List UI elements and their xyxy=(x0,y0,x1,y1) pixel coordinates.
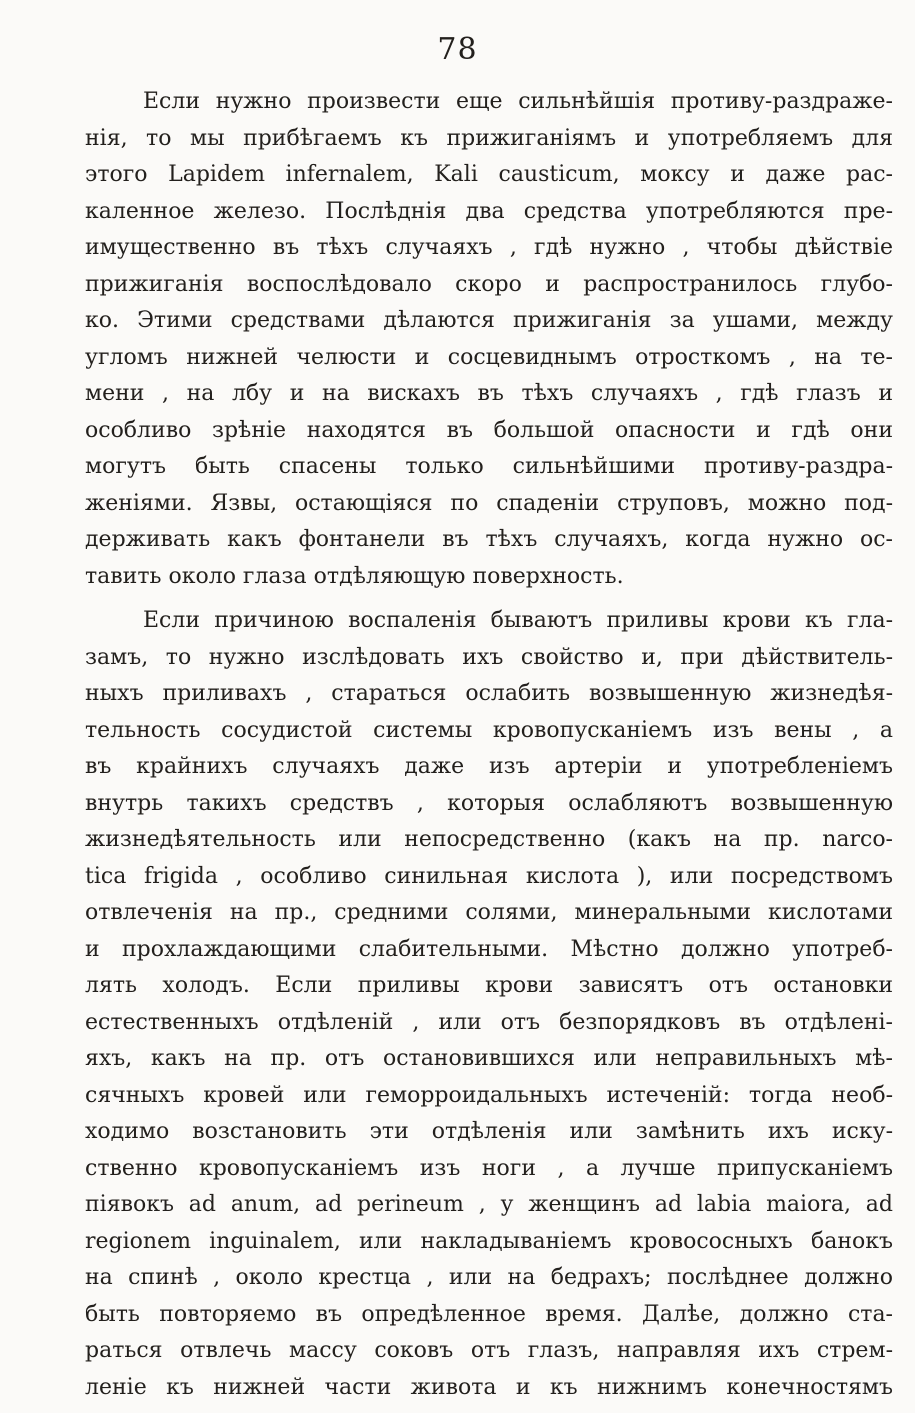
text-line: tica frigida , особливо синильная кислота ), или посредствомъ xyxy=(85,863,893,889)
text-line: сячныхъ кровей или геморроидальныхъ истеченій: тогда необ- xyxy=(85,1082,893,1108)
page-number: 78 xyxy=(437,32,478,67)
text-line: ныхъ приливахъ , стараться ослабить возвышенную жизнедѣя- xyxy=(85,681,893,706)
text-line: отвлеченія на пр., средними солями, минеральными кислотами xyxy=(85,900,893,925)
text-line: на спинѣ , около крестца , или на бедрахъ; послѣднее должно xyxy=(85,1265,893,1290)
paragraph-gap xyxy=(85,595,893,603)
text-line: ходимо возстановить эти отдѣленія или замѣнить ихъ иску- xyxy=(85,1119,893,1144)
text-line: прижиганія воспослѣдовало скоро и распространилось глубо- xyxy=(85,271,893,297)
text-line: имущественно въ тѣхъ случаяхъ , гдѣ нужно , чтобы дѣйствіе xyxy=(85,235,893,260)
text-line: ко. Этими средствами дѣлаются прижиганія за ушами, между xyxy=(85,308,893,333)
text-line: regionem inguinalem, или накладываніемъ кровососныхъ банокъ xyxy=(85,1228,893,1254)
text-line: мени , на лбу и на вискахъ въ тѣхъ случаяхъ , гдѣ глазъ и xyxy=(85,381,893,406)
text-line: въ крайнихъ случаяхъ даже изъ артеріи и употребленіемъ xyxy=(85,754,893,779)
text-line: каленное железо. Послѣднія два средства употребляются пре- xyxy=(85,198,893,224)
body-text xyxy=(85,84,893,1406)
paragraph xyxy=(85,603,893,1406)
text-line: тельность сосудистой системы кровопусканіемъ изъ вены , а xyxy=(85,717,893,743)
text-line: тавить около глаза отдѣляющую поверхность. xyxy=(85,563,624,589)
text-line: лять холодъ. Если приливы крови зависятъ отъ остановки xyxy=(85,973,893,998)
text-line: особливо зрѣніе находятся въ большой опасности и гдѣ они xyxy=(85,417,893,443)
text-line: жизнедѣятельность или непосредственно (какъ на пр. narco- xyxy=(85,827,893,852)
text-line: угломъ нижней челюсти и сосцевиднымъ отросткомъ , на те- xyxy=(85,344,893,370)
text-line: женіями. Язвы, остающіяся по спаденіи струповъ, можно под- xyxy=(85,490,893,516)
text-line: этого Lapidem infernalem, Kali causticum, моксу и даже рас- xyxy=(85,162,893,187)
text-line: леніе къ нижней части живота и къ нижнимъ конечностямъ xyxy=(85,1374,893,1400)
text-line: піявокъ ad anum, ad perineum , у женщинъ ad labia maiora, ad xyxy=(85,1192,893,1217)
text-line: внутрь такихъ средствъ , которыя ослабляютъ возвышенную xyxy=(85,790,893,816)
text-line: естественныхъ отдѣленій , или отъ безпорядковъ въ отдѣлені- xyxy=(85,1009,893,1035)
text-line: ственно кровопусканіемъ изъ ноги , а лучше припусканіемъ xyxy=(85,1155,893,1181)
text-line: держивать какъ фонтанели въ тѣхъ случаяхъ, когда нужно ос- xyxy=(85,527,893,552)
text-line: замъ, то нужно изслѣдовать ихъ свойство и, при дѣйствитель- xyxy=(85,644,893,670)
text-line: нія, то мы прибѣгаемъ къ прижиганіямъ и употребляемъ для xyxy=(85,125,893,151)
text-line: Если нужно произвести еще сильнѣйшія противу-раздраже- xyxy=(143,89,893,114)
text-line: Если причиною воспаленія бываютъ приливы крови къ гла- xyxy=(143,608,893,633)
text-line: раться отвлечь массу соковъ отъ глазъ, направляя ихъ стрем- xyxy=(85,1338,893,1363)
text-line: яхъ, какъ на пр. отъ остановившихся или неправильныхъ мѣ- xyxy=(85,1046,893,1071)
text-line: могутъ быть спасены только сильнѣйшими противу-раздра- xyxy=(85,454,893,479)
paragraph xyxy=(85,84,893,595)
text-line: и прохлаждающими слабительными. Мѣстно должно употреб- xyxy=(85,936,893,962)
text-line: быть повторяемо въ опредѣленное время. Далѣе, должно ста- xyxy=(85,1301,893,1327)
